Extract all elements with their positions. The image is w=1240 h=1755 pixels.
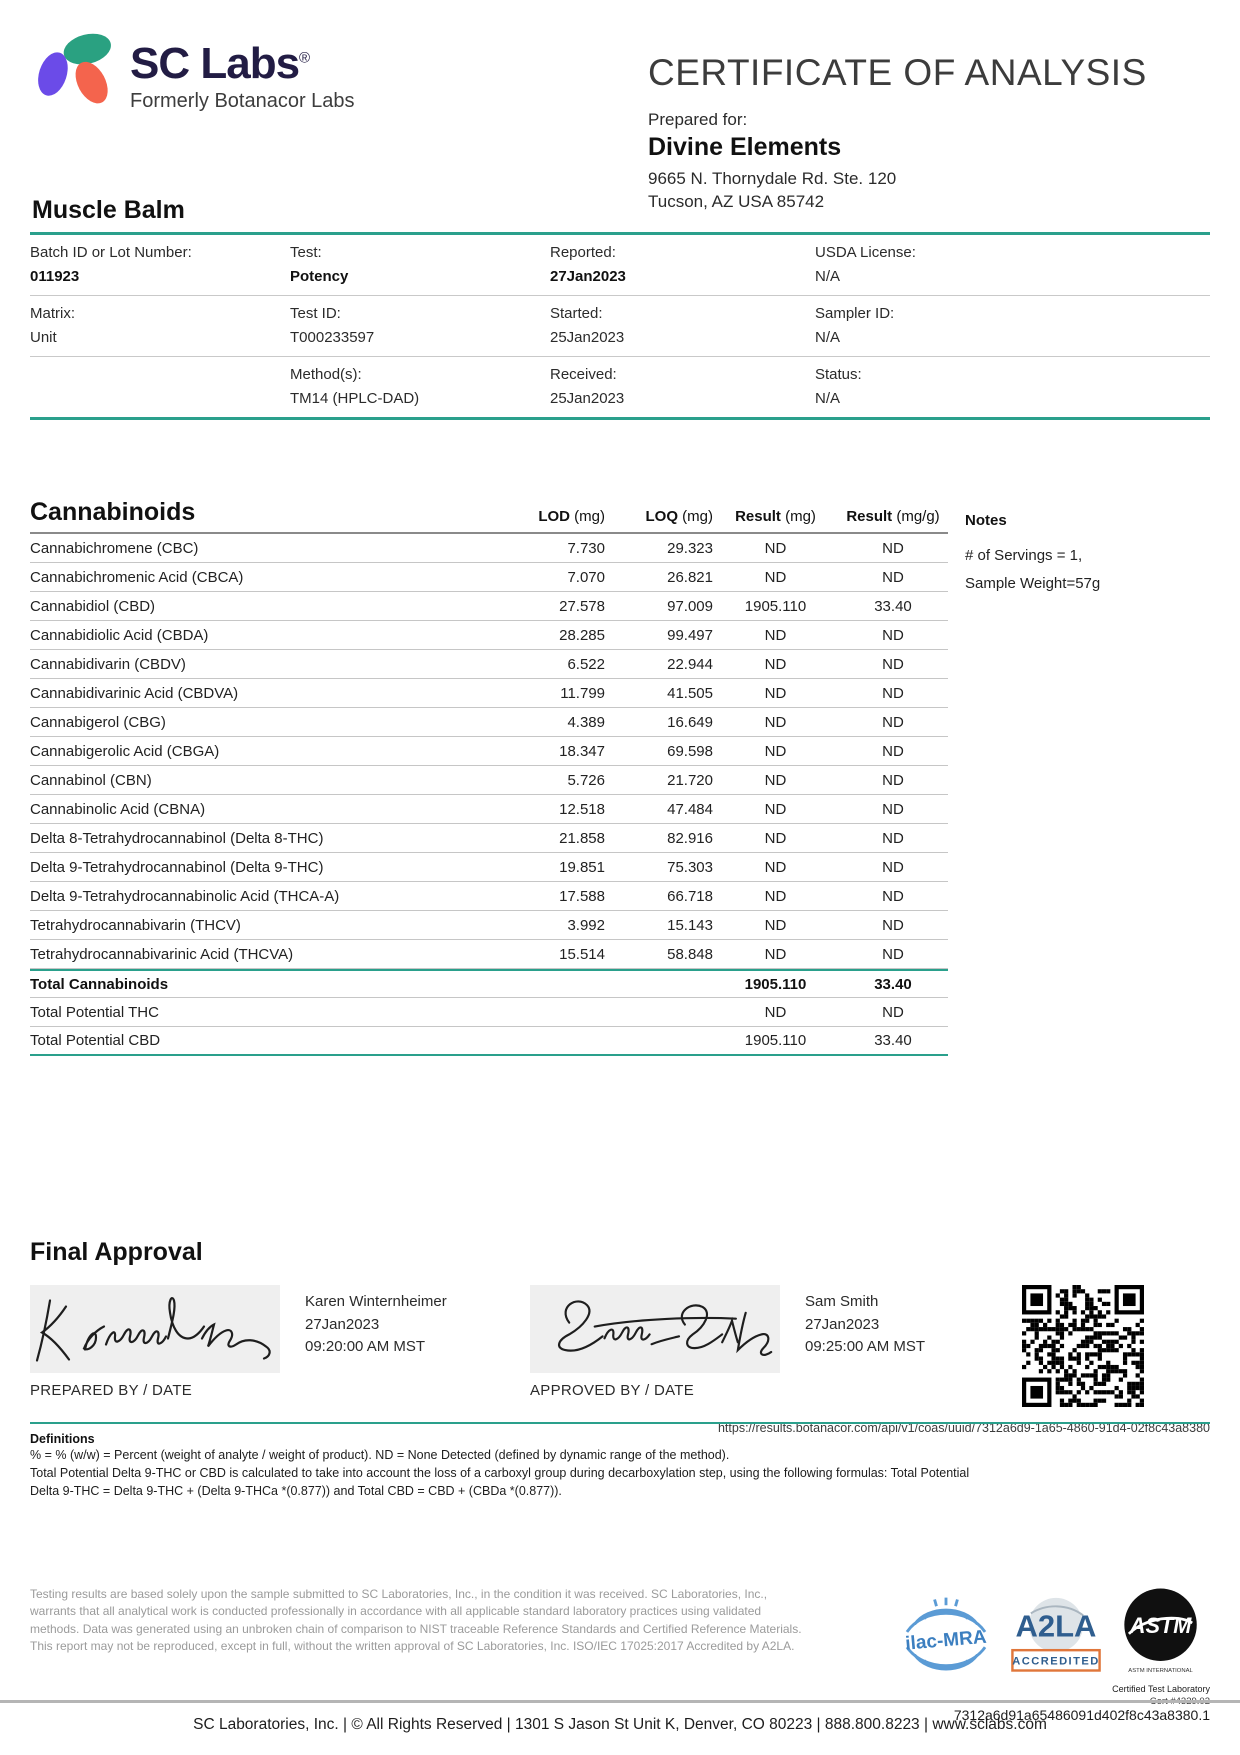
certificate-header (648, 52, 1147, 214)
cannabinoid-row (30, 708, 948, 737)
approved-by-date: 27Jan2023 (805, 1315, 880, 1333)
analyte-result-mgg: ND (882, 887, 904, 905)
analyte-loq: 29.323 (667, 539, 713, 557)
certificate-title: CERTIFICATE OF ANALYSIS (648, 52, 1147, 93)
meta-sampler-id: Sampler ID: N/A (815, 305, 895, 346)
approved-by-label: APPROVED BY / DATE (530, 1382, 695, 1399)
analyte-result-mg: ND (764, 858, 787, 876)
svg-text:ACCREDITED: ACCREDITED (1012, 1655, 1100, 1668)
disclaimer-text: Testing results are based solely upon the sample submitted to SC Laboratories, Inc., in the condition it was received. SC Laboratories, Inc., warrants that all analytical work is conducted professionally in accordance with all applicable standard laboratory practices using validated methods. Data was generated using an unbroken chain of comparison to NIST traceable Reference Standards and Certified Reference Materials. This report may not be reproduced, except in full, without the written approval of SC Laboratories, Inc. ISO/IEC 17025:2017 Accredited by A2LA. (30, 1587, 802, 1654)
analyte-name: Cannabichromenic Acid (CBCA) (30, 568, 244, 586)
analyte-result-mgg: ND (882, 655, 904, 673)
analyte-lod: 15.514 (559, 945, 605, 963)
analyte-result-mgg: ND (882, 684, 904, 702)
astm-icon (1118, 1586, 1204, 1678)
prepared-by-name: Karen Winternheimer (305, 1293, 447, 1310)
cannabinoids-section (30, 500, 1210, 1056)
registered-mark: ® (299, 49, 310, 67)
analyte-name: Cannabidivarinic Acid (CBDVA) (30, 684, 239, 702)
cannabinoid-row (30, 534, 948, 563)
analyte-result-mg: ND (764, 568, 787, 586)
meta-test-id: Test ID: T000233597 (290, 305, 375, 346)
analyte-result-mgg: ND (882, 945, 904, 963)
analyte-result-mg: ND (764, 887, 787, 905)
analyte-result-mg: ND (764, 945, 787, 963)
analyte-loq: 16.649 (667, 713, 713, 731)
analyte-loq: 66.718 (667, 887, 713, 905)
prepared-by-details (305, 1285, 522, 1407)
analyte-name: Tetrahydrocannabivarinic Acid (THCVA) (30, 945, 294, 963)
analyte-lod: 19.851 (559, 858, 605, 876)
cannabinoid-row (30, 940, 948, 969)
client-address-line2: Tucson, AZ USA 85742 (648, 191, 825, 211)
analyte-result-mgg: ND (882, 829, 904, 847)
analyte-lod: 4.389 (567, 713, 605, 731)
client-address (648, 168, 1118, 214)
cannabinoid-row (30, 882, 948, 911)
analyte-result-mg: ND (764, 713, 787, 731)
analyte-result-mg: ND (764, 829, 787, 847)
analyte-name: Delta 9-Tetrahydrocannabinol (Delta 9-THC) (30, 858, 324, 876)
footer-divider (0, 1700, 1240, 1703)
meta-row (30, 296, 1210, 357)
analyte-lod: 7.070 (567, 568, 605, 586)
svg-text:A2LA: A2LA (1015, 1608, 1097, 1644)
analyte-name: Delta 8-Tetrahydrocannabinol (Delta 8-THC) (30, 829, 324, 847)
total-cannabinoids-row: Total Cannabinoids 1905.110 33.40 (30, 969, 948, 998)
svg-text:ASTM: ASTM (1129, 1612, 1192, 1638)
prepared-by-time: 09:20:00 AM MST (305, 1338, 426, 1355)
approved-by-block (530, 1285, 780, 1407)
analyte-name: Cannabichromene (CBC) (30, 539, 199, 557)
analyte-loq: 47.484 (667, 800, 713, 818)
analyte-name: Cannabidiol (CBD) (30, 597, 156, 615)
note-servings: # of Servings = 1, (965, 547, 1083, 564)
analyte-lod: 17.588 (559, 887, 605, 905)
analyte-result-mg: 1905.110 (744, 597, 807, 615)
total-potential-thc-row: Total Potential THC ND ND (30, 998, 948, 1027)
cannabinoid-row (30, 621, 948, 650)
meta-row (30, 235, 1210, 296)
meta-usda-license: USDA License: N/A (815, 244, 916, 285)
prepared-by-date: 27Jan2023 (305, 1315, 380, 1333)
analyte-lod: 21.858 (559, 829, 605, 847)
analyte-loq: 22.944 (667, 655, 713, 673)
meta-test: Test: Potency (290, 244, 349, 285)
meta-reported: Reported: 27Jan2023 (550, 244, 626, 285)
analyte-loq: 75.303 (667, 858, 713, 876)
analyte-lod: 27.578 (559, 597, 605, 615)
cannabinoid-row (30, 911, 948, 940)
approved-signature-image (530, 1285, 780, 1373)
prepared-by-label: PREPARED BY / DATE (30, 1382, 193, 1399)
footer-text: SC Laboratories, Inc. | © All Rights Reserved | 1301 S Jason St Unit K, Denver, CO 80223 | 888.800.8223 | www.sclabs.com (193, 1716, 1047, 1733)
cannabinoid-row (30, 766, 948, 795)
analyte-result-mg: ND (764, 771, 787, 789)
analyte-name: Cannabigerolic Acid (CBGA) (30, 742, 220, 760)
prepared-for-label: Prepared for: (648, 110, 748, 129)
analyte-lod: 3.992 (567, 916, 605, 934)
sample-name: Muscle Balm (32, 196, 185, 224)
a2la-accredited-icon (1006, 1594, 1106, 1686)
client-name: Divine Elements (648, 133, 842, 161)
cannabinoid-row (30, 737, 948, 766)
approved-by-details (805, 1285, 1022, 1407)
analyte-result-mg: ND (764, 916, 787, 934)
ilac-mra-icon (892, 1590, 1000, 1690)
total-potential-cbd-row: Total Potential CBD 1905.110 33.40 (30, 1027, 948, 1056)
prepared-signature-image (30, 1285, 280, 1373)
analyte-name: Cannabinolic Acid (CBNA) (30, 800, 206, 818)
analyte-result-mgg: ND (882, 858, 904, 876)
analyte-result-mgg: ND (882, 916, 904, 934)
analyte-loq: 58.848 (667, 945, 713, 963)
meta-methods: Method(s): TM14 (HPLC-DAD) (290, 366, 420, 407)
prepared-by-block (30, 1285, 280, 1407)
analyte-lod: 28.285 (559, 626, 605, 644)
svg-text:ASTM INTERNATIONAL: ASTM INTERNATIONAL (1128, 1667, 1193, 1674)
analyte-name: Cannabidiolic Acid (CBDA) (30, 626, 209, 644)
cannabinoids-header-row (30, 500, 948, 534)
cannabinoids-title: Cannabinoids (30, 498, 196, 526)
cannabinoid-row (30, 563, 948, 592)
analyte-loq: 82.916 (667, 829, 713, 847)
analyte-result-mgg: ND (882, 713, 904, 731)
analyte-lod: 11.799 (560, 684, 605, 702)
analyte-lod: 18.347 (559, 742, 605, 760)
qr-code-wrap (1022, 1285, 1144, 1407)
analyte-name: Cannabidivarin (CBDV) (30, 655, 186, 673)
sclabs-logo (34, 26, 355, 113)
analyte-loq: 21.720 (667, 771, 713, 789)
analyte-lod: 7.730 (567, 539, 605, 557)
meta-matrix: Matrix: Unit (30, 305, 75, 346)
notes-column (965, 512, 1210, 598)
sample-meta-table (30, 232, 1210, 420)
cannabinoids-table (30, 500, 948, 1056)
qr-code (1022, 1285, 1144, 1407)
definitions-title: Definitions (30, 1432, 95, 1446)
analyte-result-mgg: 33.40 (874, 597, 912, 615)
analyte-result-mg: ND (764, 742, 787, 760)
client-address-line1: 9665 N. Thornydale Rd. Ste. 120 (648, 169, 897, 188)
notes-header: Notes (965, 512, 1007, 529)
analyte-loq: 26.821 (667, 568, 713, 586)
analyte-loq: 69.598 (667, 742, 713, 760)
definition-line: % = % (w/w) = Percent (weight of analyte / weight of product). ND = None Detected (defined by dynamic range of the method). (30, 1448, 730, 1462)
analyte-result-mgg: ND (882, 771, 904, 789)
brand-name: SC Labs® (130, 39, 310, 88)
brand-tagline: Formerly Botanacor Labs (130, 90, 355, 112)
cert-id: 7312a6d91a65486091d402f8c43a8380.1 (953, 1707, 1210, 1723)
final-approval-section (30, 1238, 1210, 1435)
verification-url[interactable]: https://results.botanacor.com/api/v1/coas/uuid/7312a6d9-1a65-4860-91d4-02f8c43a8380 (717, 1421, 1210, 1435)
approved-by-time: 09:25:00 AM MST (805, 1338, 926, 1355)
astm-caption: Certified Test Laboratory (1112, 1684, 1210, 1694)
meta-started: Started: 25Jan2023 (550, 305, 625, 346)
approved-by-name: Sam Smith (805, 1293, 879, 1310)
analyte-loq: 41.505 (667, 684, 713, 702)
cannabinoid-row (30, 824, 948, 853)
analyte-result-mg: ND (764, 655, 787, 673)
analyte-name: Cannabinol (CBN) (30, 771, 152, 789)
cannabinoid-row (30, 853, 948, 882)
analyte-result-mgg: ND (882, 742, 904, 760)
note-sample-weight: Sample Weight=57g (965, 575, 1101, 592)
astm-logo (1112, 1586, 1210, 1694)
svg-text:ilac-MRA: ilac-MRA (904, 1626, 988, 1655)
header-result-mgg: Result (mg/g) (846, 508, 940, 525)
analyte-name: Delta 9-Tetrahydrocannabinolic Acid (THCA-A) (30, 887, 340, 905)
header-result-mg: Result (mg) (735, 508, 816, 525)
analyte-name: Tetrahydrocannabivarin (THCV) (30, 916, 241, 934)
analyte-loq: 99.497 (667, 626, 713, 644)
definition-line: Delta 9-THC = Delta 9-THC + (Delta 9-THCa *(0.877)) and Total CBD = CBD + (CBDa *(0.877)). (30, 1484, 562, 1499)
analyte-result-mgg: ND (882, 539, 904, 557)
analyte-lod: 6.522 (567, 655, 605, 673)
meta-status: Status: N/A (815, 366, 862, 407)
cannabinoid-row (30, 795, 948, 824)
analyte-loq: 97.009 (667, 597, 713, 615)
meta-received: Received: 25Jan2023 (550, 366, 625, 407)
analyte-result-mg: ND (764, 800, 787, 818)
meta-empty (30, 366, 290, 407)
sclabs-logo-icon (34, 26, 120, 110)
meta-row (30, 357, 1210, 420)
cannabinoid-row (30, 650, 948, 679)
definitions-section (30, 1422, 1210, 1500)
meta-batch: Batch ID or Lot Number: 011923 (30, 244, 192, 285)
analyte-result-mg: ND (764, 684, 787, 702)
analyte-name: Cannabigerol (CBG) (30, 713, 166, 731)
analyte-result-mg: ND (764, 626, 787, 644)
analyte-result-mgg: ND (882, 800, 904, 818)
cannabinoid-row (30, 679, 948, 708)
analyte-lod: 12.518 (559, 800, 605, 818)
cannabinoid-row (30, 592, 948, 621)
analyte-loq: 15.143 (667, 916, 713, 934)
definition-line: Total Potential Delta 9-THC or CBD is calculated to take into account the loss of a carboxyl group during decarboxylation step, using the following formulas: Total Potential (30, 1466, 970, 1481)
analyte-lod: 5.726 (567, 771, 605, 789)
final-approval-title: Final Approval (30, 1238, 203, 1266)
analyte-result-mgg: ND (882, 626, 904, 644)
analyte-result-mgg: ND (882, 568, 904, 586)
header-lod: LOD (mg) (538, 508, 605, 525)
header-loq: LOQ (mg) (645, 508, 713, 525)
analyte-result-mg: ND (764, 539, 787, 557)
